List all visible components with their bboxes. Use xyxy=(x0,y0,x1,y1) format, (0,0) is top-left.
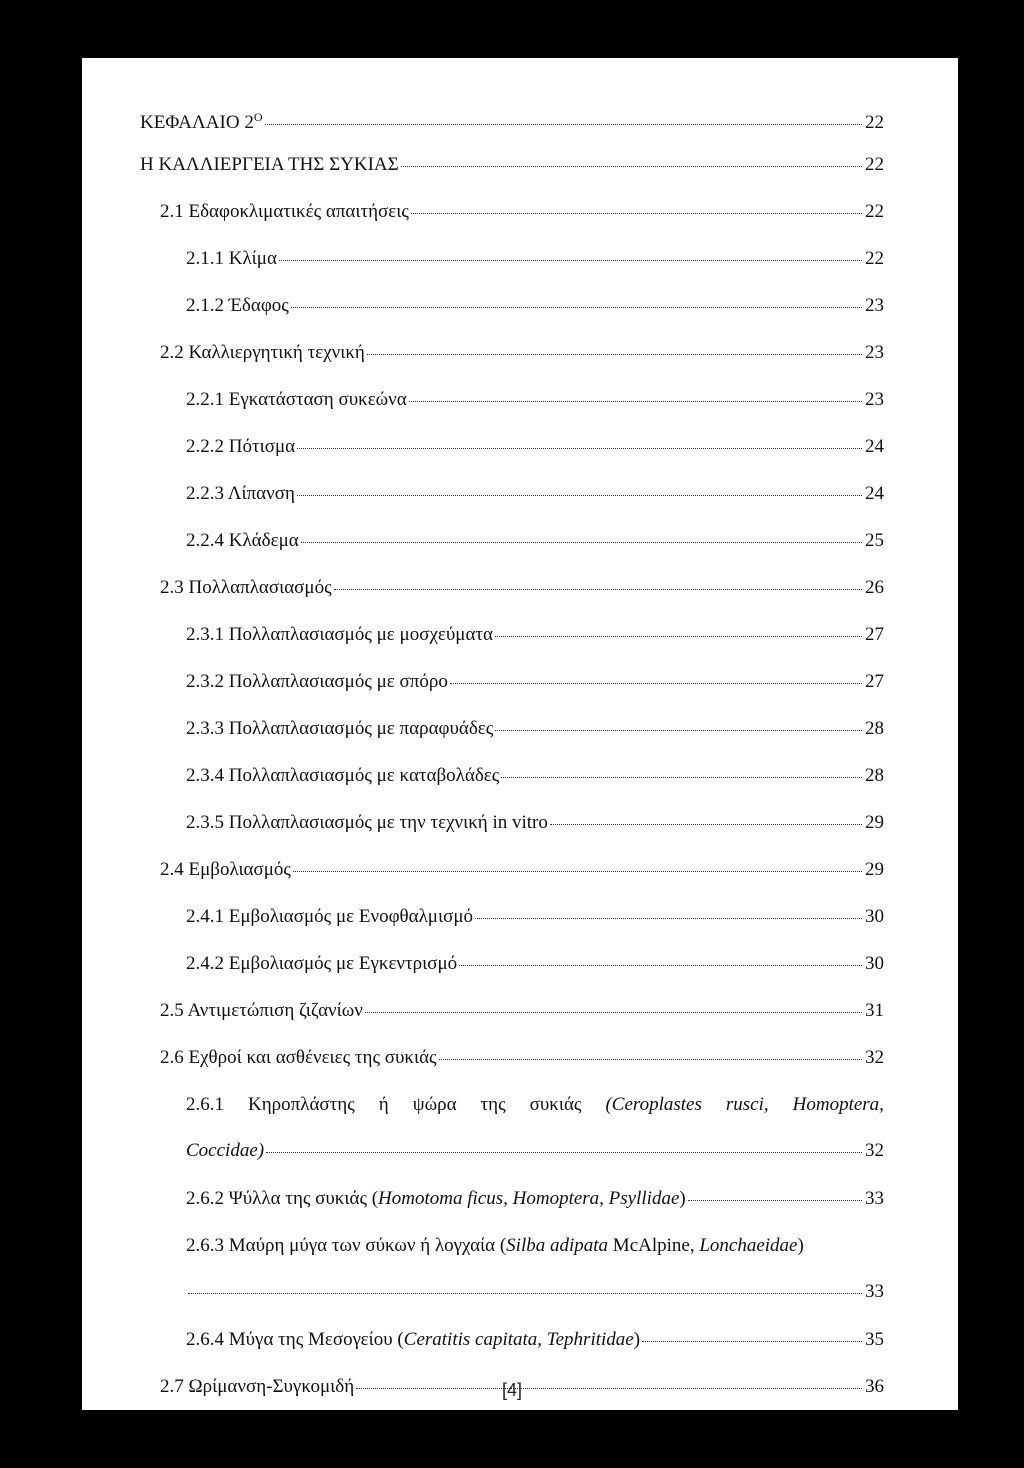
toc-entry[interactable]: 2.3.5 Πολλαπλασιασμός με την τεχνική in vitro 29 xyxy=(186,812,884,833)
toc-entry-2-7[interactable]: 2.7 Ωρίμανση-Συγκομιδή 36 xyxy=(160,1376,884,1397)
toc-entry[interactable]: 2.2 Καλλιεργητική τεχνική 23 xyxy=(160,342,884,363)
toc-entry[interactable]: 2.5 Αντιμετώπιση ζιζανίων 31 xyxy=(160,1000,884,1021)
toc-entry[interactable]: 2.3.4 Πολλαπλασιασμός με καταβολάδες 28 xyxy=(186,765,884,786)
document-page xyxy=(82,58,958,1410)
toc-entry-2-6-3-line1[interactable]: 2.6.3 Μαύρη μύγα των σύκων ή λογχαία (Silba adipata McAlpine, Lonchaeidae) xyxy=(186,1235,804,1256)
toc-entry[interactable]: 2.6 Εχθροί και ασθένειες της συκιάς 32 xyxy=(160,1047,884,1068)
toc-entry[interactable]: 2.2.3 Λίπανση 24 xyxy=(186,483,884,504)
toc-entry[interactable]: 2.1.2 Έδαφος 23 xyxy=(186,295,884,316)
toc-entry[interactable]: 2.3.2 Πολλαπλασιασμός με σπόρο 27 xyxy=(186,671,884,692)
toc-entry[interactable]: 2.3 Πολλαπλασιασμός 26 xyxy=(160,577,884,598)
table-of-contents xyxy=(82,58,958,1410)
toc-entry[interactable]: 2.2.2 Πότισμα 24 xyxy=(186,436,884,457)
toc-entry[interactable]: 2.4.1 Εμβολιασμός με Ενοφθαλμισμό 30 xyxy=(186,906,884,927)
toc-entry-2-6-4[interactable]: 2.6.4 Μύγα της Μεσογείου (Ceratitis capitata, Tephritidae) 35 xyxy=(186,1329,884,1350)
toc-entry[interactable]: 2.3.1 Πολλαπλασιασμός με μοσχεύματα 27 xyxy=(186,624,884,645)
toc-entry[interactable]: Η ΚΑΛΛΙΕΡΓΕΙΑ ΤΗΣ ΣΥΚΙΑΣ 22 xyxy=(140,154,884,175)
toc-entry[interactable]: 2.2.4 Κλάδεμα 25 xyxy=(186,530,884,551)
toc-entry[interactable]: 2.3.3 Πολλαπλασιασμός με παραφυάδες 28 xyxy=(186,718,884,739)
toc-entry[interactable]: 2.2.1 Εγκατάσταση συκεώνα 23 xyxy=(186,389,884,410)
toc-chapter[interactable]: ΚΕΦΑΛΑΙΟ $2^O$ 22 xyxy=(140,110,884,133)
toc-entry-2-6-1-line1[interactable]: 2.6.1 Κηροπλάστης ή ψώρα της συκιάς (Ceroplastes rusci, Homoptera, xyxy=(186,1094,884,1115)
toc-entry-2-6-2[interactable]: 2.6.2 Ψύλλα της συκιάς (Homotoma ficus, Homoptera, Psyllidae) 33 xyxy=(186,1188,884,1209)
page-number: [4] xyxy=(501,1380,522,1400)
toc-entry[interactable]: 2.1 Εδαφοκλιματικές απαιτήσεις 22 xyxy=(160,201,884,222)
toc-entry-2-6-3-line2[interactable]: 33 xyxy=(186,1277,884,1307)
toc-entry[interactable]: 2.4 Εμβολιασμός 29 xyxy=(160,859,884,880)
toc-entry[interactable]: 2.4.2 Εμβολιασμός με Εγκεντρισμό 30 xyxy=(186,953,884,974)
toc-entry-2-6-1-line2[interactable]: Coccidae) 32 xyxy=(186,1140,884,1161)
toc-entry[interactable]: 2.1.1 Κλίμα 22 xyxy=(186,248,884,269)
